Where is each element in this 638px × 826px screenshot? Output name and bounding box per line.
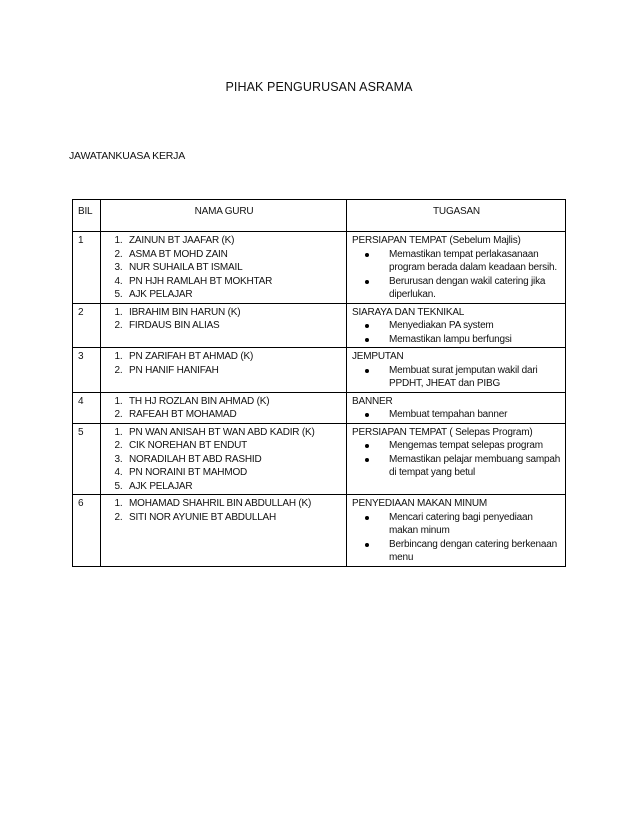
teacher-name: 2. PN HANIF HANIFAH [125,364,342,378]
teacher-list [106,497,342,524]
row-tasks-cell [347,348,566,393]
row-names-cell [101,392,347,423]
task-list [352,319,561,346]
task-list [352,408,561,422]
task-item: Membuat tempahan banner [389,408,561,422]
teacher-name: 5. AJK PELAJAR [125,480,342,494]
table-row [73,392,566,423]
teacher-list [106,306,342,333]
task-item: Memastikan lampu berfungsi [389,333,561,347]
row-bil: 1 [73,232,101,304]
teacher-name: 1. PN WAN ANISAH BT WAN ABD KADIR (K) [125,426,342,440]
row-names-cell [101,232,347,304]
table-row [73,232,566,304]
teacher-name: 2. RAFEAH BT MOHAMAD [125,408,342,422]
table-row [73,423,566,495]
header-nama-guru: NAMA GURU [101,200,347,232]
row-bil: 2 [73,303,101,348]
teacher-name: 1. MOHAMAD SHAHRIL BIN ABDULLAH (K) [125,497,342,511]
task-title: SIARAYA DAN TEKNIKAL [352,306,465,318]
task-item: Berurusan dengan wakil catering jika diperlukan. [389,275,561,302]
task-list [352,511,561,565]
teacher-list [106,234,342,302]
task-title: PERSIAPAN TEMPAT ( Selepas Program) [352,426,533,438]
teacher-name: 1. ZAINUN BT JAAFAR (K) [125,234,342,248]
row-names-cell [101,303,347,348]
table-row [73,303,566,348]
task-title: PENYEDIAAN MAKAN MINUM [352,498,488,509]
teacher-name: 5. AJK PELAJAR [125,288,342,302]
teacher-name: 2. ASMA BT MOHD ZAIN [125,248,342,262]
teacher-name: 1. TH HJ ROZLAN BIN AHMAD (K) [125,395,342,409]
teacher-name: 2. SITI NOR AYUNIE BT ABDULLAH [125,511,342,525]
teacher-name: 3. NUR SUHAILA BT ISMAIL [125,261,342,275]
table-header-row [73,200,566,232]
task-item: Memastikan pelajar membuang sampah di tempat yang betul [389,453,561,478]
teacher-name: 2. FIRDAUS BIN ALIAS [125,319,342,333]
row-bil: 3 [73,348,101,393]
task-item: Menyediakan PA system [389,319,561,333]
task-title: PERSIAPAN TEMPAT (Sebelum Majlis) [352,235,521,246]
committee-table [72,199,566,567]
header-tugasan: TUGASAN [347,200,566,232]
row-bil: 5 [73,423,101,495]
teacher-name: 1. PN ZARIFAH BT AHMAD (K) [125,350,342,364]
teacher-name: 3. NORADILAH BT ABD RASHID [125,453,342,467]
task-list [352,364,561,391]
row-bil: 6 [73,495,101,567]
teacher-name: 1. IBRAHIM BIN HARUN (K) [125,306,342,320]
row-bil: 4 [73,392,101,423]
row-tasks-cell [347,232,566,304]
section-subtitle: JAWATANKUASA KERJA [69,150,186,162]
task-item: Membuat surat jemputan wakil dari PPDHT, JHEAT dan PIBG [389,364,561,391]
teacher-list [106,395,342,422]
header-bil: BIL [73,200,101,232]
table-row [73,495,566,567]
teacher-list [106,426,342,494]
row-tasks-cell [347,303,566,348]
row-names-cell [101,423,347,495]
task-title: JEMPUTAN [352,351,404,362]
row-tasks-cell [347,392,566,423]
document-title: PIHAK PENGURUSAN ASRAMA [225,80,413,94]
teacher-name: 2. CIK NOREHAN BT ENDUT [125,439,342,453]
teacher-name: 4. PN NORAINI BT MAHMOD [125,466,342,480]
row-names-cell [101,495,347,567]
task-item: Memastikan tempat perlakasanaan program berada dalam keadaan bersih. [389,248,561,275]
task-list [352,248,561,302]
row-tasks-cell [347,495,566,567]
task-item: Berbincang dengan catering berkenaan menu [389,538,561,565]
task-title: BANNER [352,395,393,407]
task-item: Mencari catering bagi penyediaan makan minum [389,511,561,538]
task-list [352,439,561,480]
table-body [73,232,566,567]
row-tasks-cell [347,423,566,495]
teacher-name: 4. PN HJH RAMLAH BT MOKHTAR [125,275,342,289]
row-names-cell [101,348,347,393]
teacher-list [106,350,342,377]
task-item: Mengemas tempat selepas program [389,439,561,453]
table-row [73,348,566,393]
